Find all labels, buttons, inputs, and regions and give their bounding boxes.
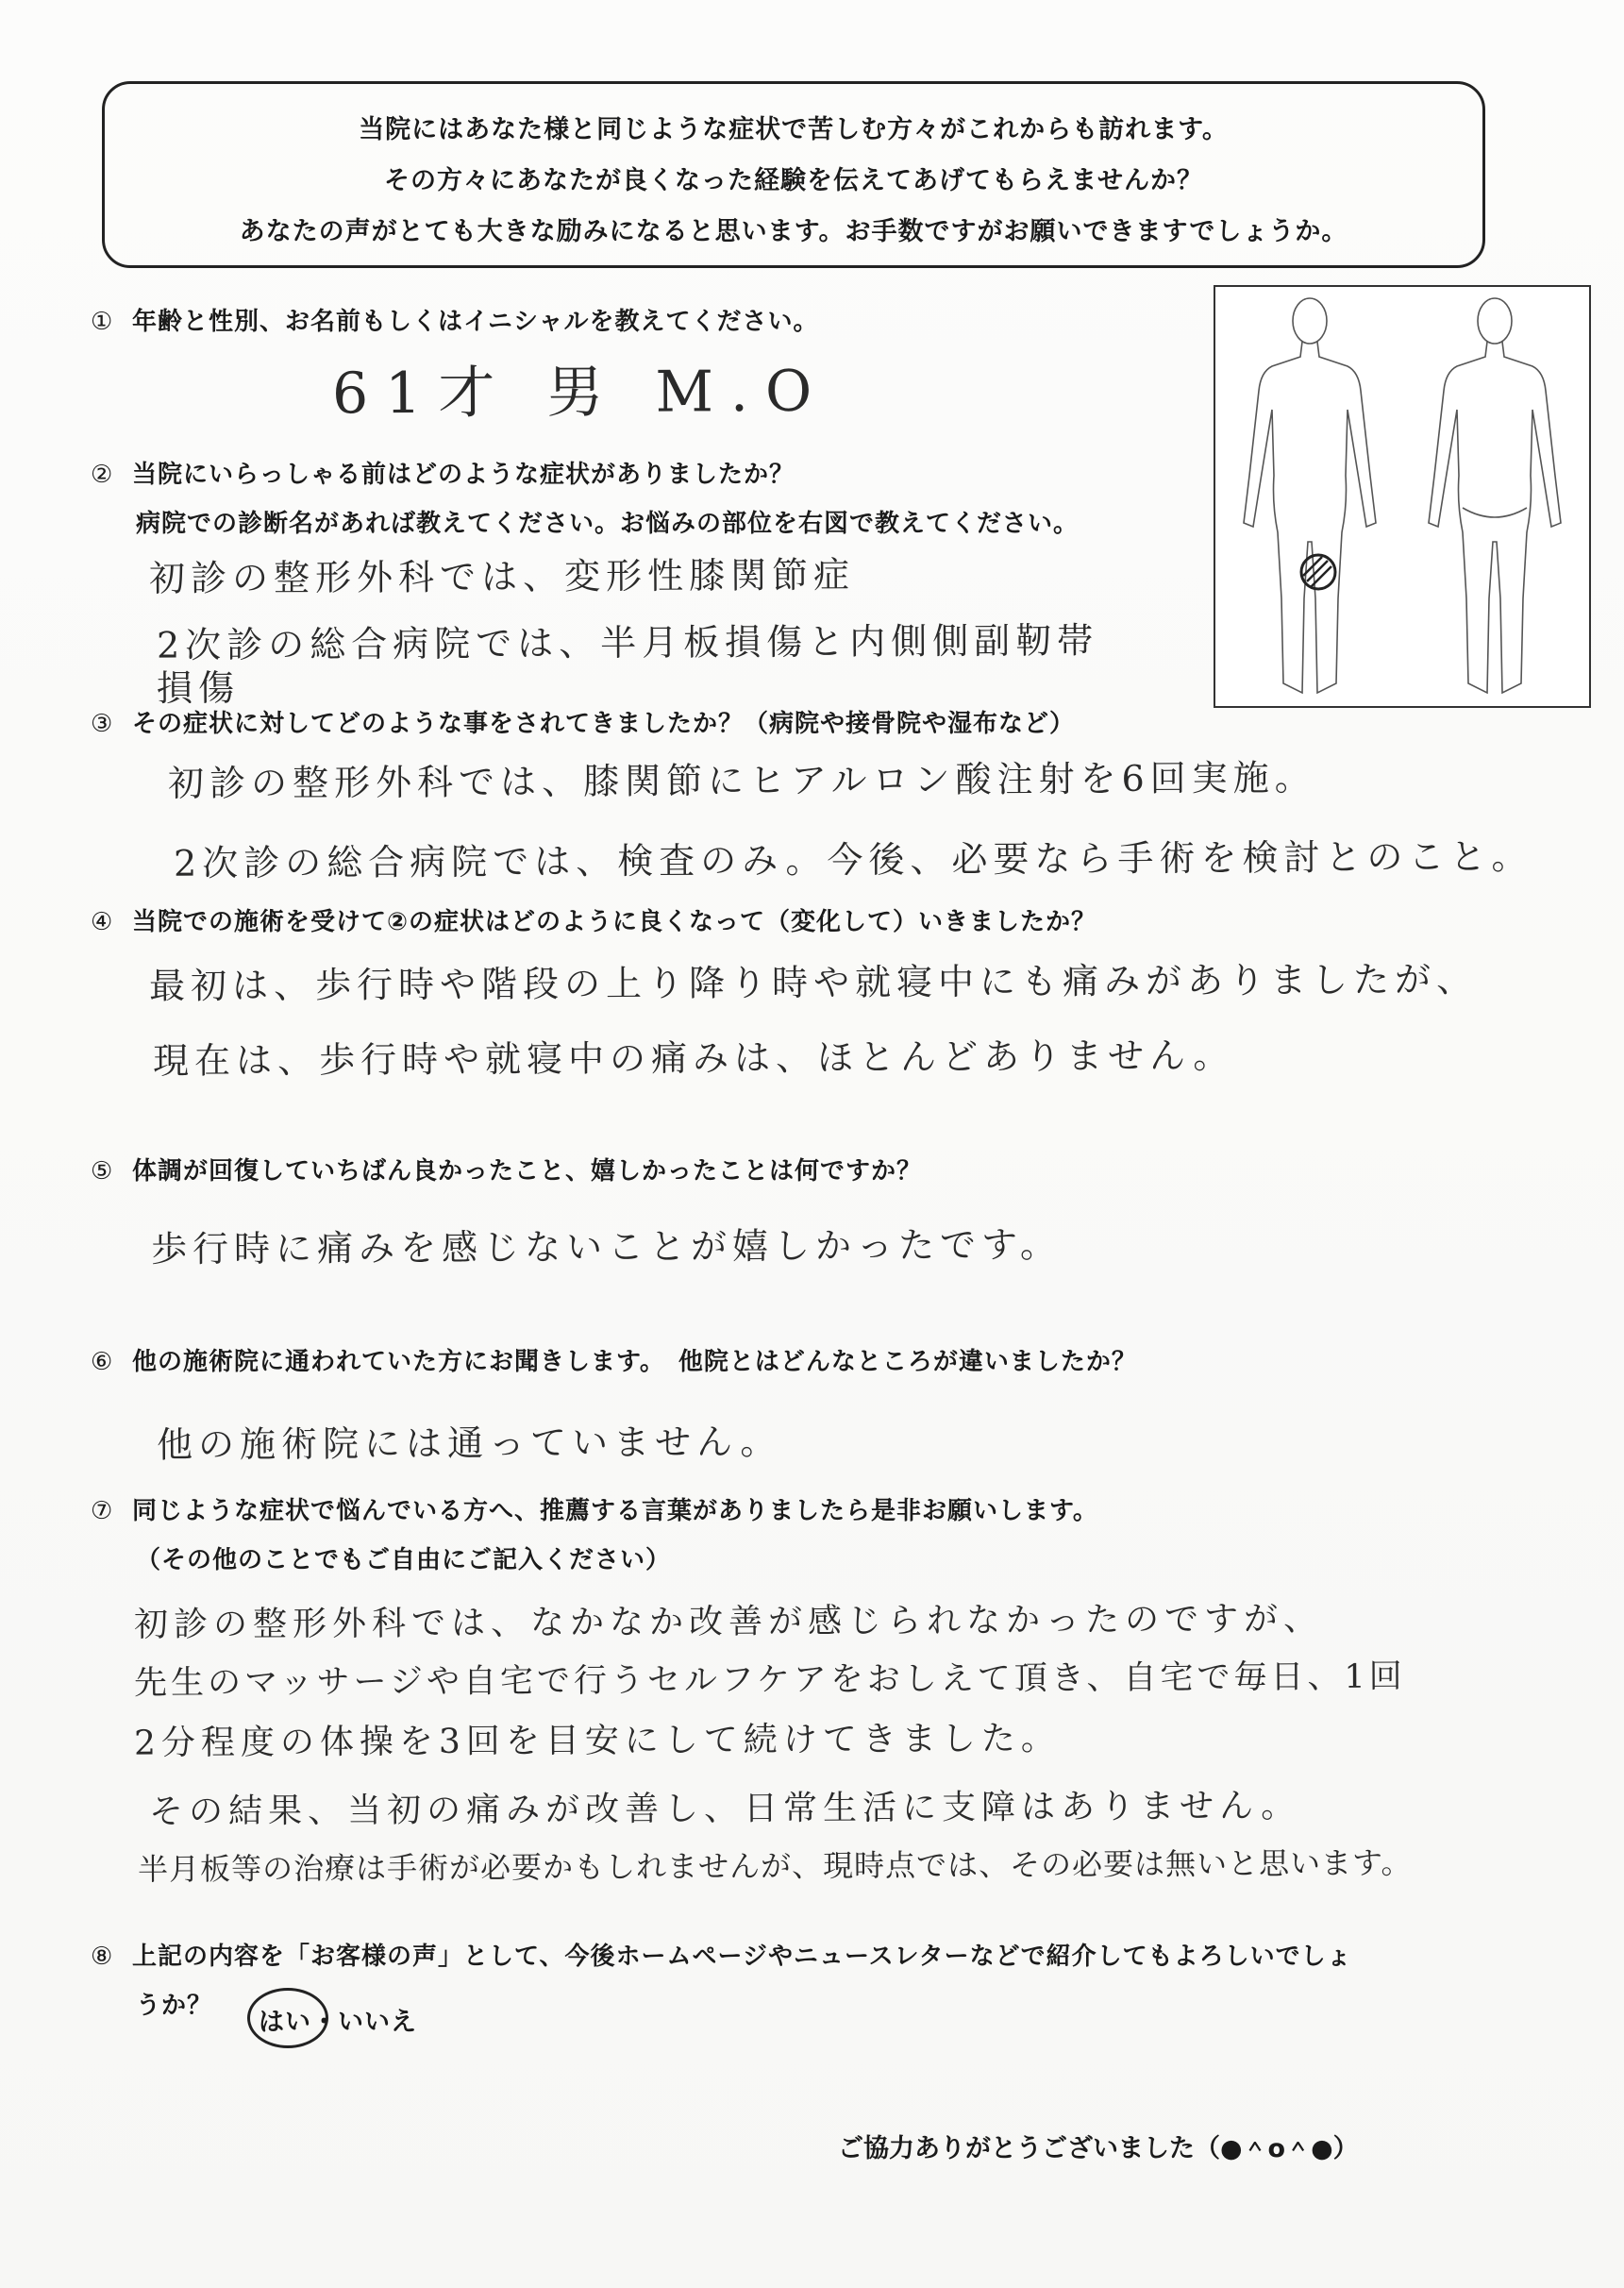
question-7: ⑦ 同じような症状で悩んでいる方へ、推薦する言葉がありましたら是非お願いします。 <box>91 1497 1098 1525</box>
intro-line-1: 当院にはあなた様と同じような症状で苦しむ方々がこれからも訪れます。 <box>359 115 1229 144</box>
answer-3-line-1: 初診の整形外科では、膝関節にヒアルロン酸注射を6回実施。 <box>167 756 1316 805</box>
answer-4-line-1: 最初は、歩行時や階段の上り降り時や就寝中にも痛みがありましたが、 <box>148 958 1479 1007</box>
question-2-sub: 病院での診断名があれば教えてください。お悩みの部位を右図で教えてください。 <box>136 510 1080 538</box>
question-3: ③ その症状に対してどのような事をされてきましたか？（病院や接骨院や湿布など） <box>91 710 1076 738</box>
answer-2-line-2: 2次診の総合病院では、半月板損傷と内側側副靭帯 <box>156 619 1099 666</box>
consent-no[interactable]: いいえ <box>338 2008 417 2037</box>
answer-3-line-2: 2次診の総合病院では、検査のみ。今後、必要なら手術を検討とのこと。 <box>173 835 1533 884</box>
consent-yes[interactable]: はい <box>259 2008 311 2037</box>
body-diagram <box>1214 285 1591 708</box>
intro-line-2: その方々にあなたが良くなった経験を伝えてあげてもらえませんか？ <box>384 166 1203 195</box>
question-2: ② 当院にいらっしゃる前はどのような症状がありましたか？ <box>91 461 795 489</box>
answer-2-line-1: 初診の整形外科では、変形性膝関節症 <box>148 554 856 599</box>
answer-5-line-1: 歩行時に痛みを感じないことが嬉しかったです。 <box>150 1223 1063 1270</box>
intro-line-3: あなたの声がとても大きな励みになると思います。お手数ですがお願いできますでしょうか。 <box>239 217 1348 246</box>
answer-6-line-1: 他の施術院には通っていません。 <box>156 1421 782 1466</box>
question-7-sub: （その他のことでもご自由にご記入ください） <box>136 1546 672 1574</box>
consent-options <box>259 2001 417 2038</box>
body-outline-icon <box>1215 287 1589 706</box>
intro-box <box>102 81 1485 268</box>
answer-2-line-3: 損傷 <box>156 666 241 710</box>
answer-7-line-4: その結果、当初の痛みが改善し、日常生活に支障はありません。 <box>148 1786 1301 1832</box>
question-8-sub: うか？ <box>136 1992 213 2020</box>
answer-7-line-5: 半月板等の治療は手術が必要かもしれませんが、現時点では、その必要は無いと思います。 <box>137 1844 1413 1888</box>
question-5: ⑤ 体調が回復していちばん良かったこと、嬉しかったことは何ですか？ <box>91 1157 923 1186</box>
answer-7-line-1: 初診の整形外科では、なかなか改善が感じられなかったのですが、 <box>133 1599 1324 1645</box>
consent-separator: ・ <box>311 2008 338 2037</box>
answer-7-line-2: 先生のマッサージや自宅で行うセルフケアをおしえて頂き、自宅で毎日、1回 <box>133 1657 1406 1703</box>
question-1: ① 年齢と性別、お名前もしくはイニシャルを教えてください。 <box>91 308 819 336</box>
answer-4-line-2: 現在は、歩行時や就寝中の痛みは、ほとんどありません。 <box>152 1034 1235 1083</box>
answer-1-line-1: 61才 男 M.O <box>331 358 829 428</box>
question-8: ⑧ 上記の内容を「お客様の声」として、今後ホームページやニュースレターなどで紹介してもよろしいでしょ <box>91 1943 1352 1971</box>
question-4: ④ 当院での施術を受けて②の症状はどのように良くなって（変化して）いきましたか？ <box>91 908 1097 936</box>
thank-you-message: ご協力ありがとうございました（●＾o＾●） <box>838 2134 1359 2163</box>
question-6: ⑥ 他の施術院に通われていた方にお聞きします。 他院とはどんなところが違いましたか？ <box>91 1348 1137 1376</box>
answer-7-line-3: 2分程度の体操を3回を目安にして続けてきました。 <box>133 1719 1061 1763</box>
